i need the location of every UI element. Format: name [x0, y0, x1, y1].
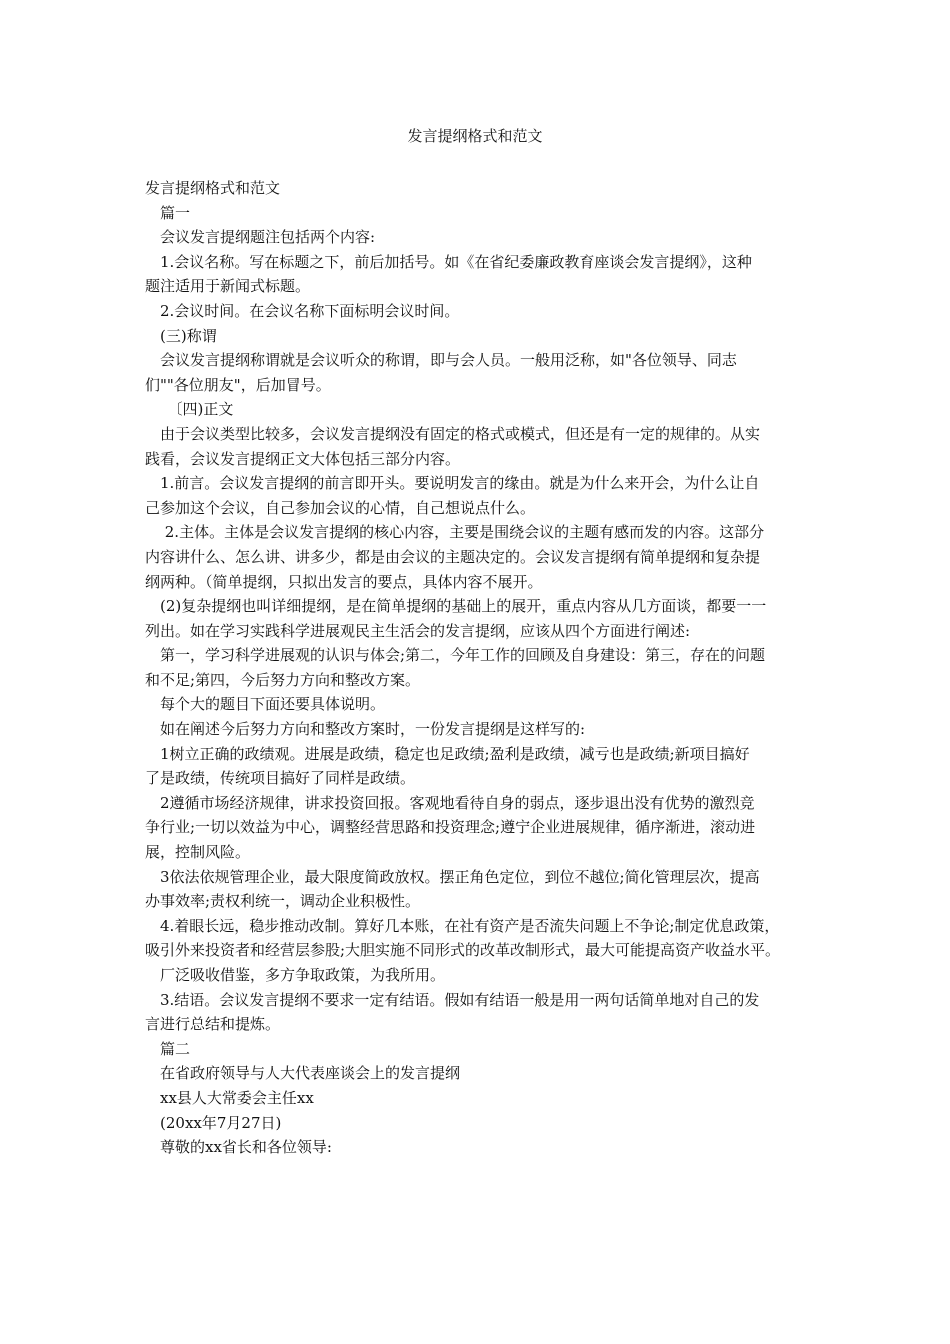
body-line: 厂泛吸收借鉴，多方争取政策，为我所用。	[145, 966, 446, 984]
body-line: 每个大的题目下面还要具体说明。	[145, 695, 386, 714]
body-line: 1树立正确的政绩观。进展是政绩，稳定也足政绩;盈利是政绩，减亏也是政绩;新项目搞好	[145, 744, 750, 763]
document-body	[145, 176, 825, 1160]
body-line: 己参加这个会议，自己参加会议的心情，自己想说点什么。	[145, 498, 536, 517]
body-line: 题注适用于新闻式标题。	[145, 277, 311, 296]
body-line: 3.结语。会议发言提纲不要求一定有结语。假如有结语一般是用一两句话简单地对自己的发	[145, 990, 760, 1009]
body-line: 尊敬的xx省长和各位领导:	[145, 1138, 332, 1157]
body-line: 〔四)正文	[145, 400, 234, 419]
body-line: 吸引外来投资者和经营层参股;大胆实施不同形式的改革改制形式，最大可能提高资产收益水平。	[145, 941, 781, 960]
body-line: 列出。如在学习实践科学进展观民主生活会的发言提纲，应该从四个方面进行阐述:	[145, 621, 691, 640]
body-line: 第一，学习科学进展观的认识与体会;第二，今年工作的回顾及自身建设：第三，存在的问题	[145, 646, 766, 665]
body-line: 2遵循市场经济规律，讲求投资回报。客观地看待自身的弱点，逐步退出没有优势的激烈竞	[145, 793, 755, 812]
body-line: 展，控制风险。	[145, 843, 251, 862]
body-line: 4.着眼长远，稳步推动改制。算好几本账，在社有资产是否流失问题上不争论;制定优息政策，	[145, 916, 780, 935]
body-line: 言进行总结和提炼。	[145, 1015, 281, 1034]
body-line: 争行业;一切以效益为中心，调整经营思路和投资理念;遵宁企业进展规律，循序渐进，滚动进	[145, 818, 756, 837]
body-line: 1.前言。会议发言提纲的前言即开头。要说明发言的缘由。就是为什么来开会，为什么让自	[145, 474, 760, 493]
body-line: 2.会议时间。在会议名称下面标明会议时间。	[145, 301, 460, 320]
body-line: 2.主体。主体是会议发言提纲的核心内容，主要是围绕会议的主题有感而发的内容。这部分	[145, 523, 765, 542]
body-line: (2)复杂提纲也叫详细提纲，是在简单提纲的基础上的展开，重点内容从几方面谈，都要一一	[145, 597, 767, 616]
body-line: 发言提纲格式和范文	[145, 179, 281, 197]
body-line: 3依法依规管理企业，最大限度简政放权。摆正角色定位，到位不越位;简化管理层次，提高	[145, 867, 760, 886]
body-line: xx县人大常委会主任xx	[145, 1088, 314, 1107]
body-line: 篇一	[145, 203, 191, 222]
body-line: 如在阐述今后努力方向和整改方案时，一份发言提纲是这样写的:	[145, 720, 586, 739]
body-line: 践看，会议发言提纲正文大体包括三部分内容。	[145, 449, 461, 468]
body-line: 在省政府领导与人大代表座谈会上的发言提纲	[145, 1064, 461, 1083]
body-line: 内容讲什么、怎么讲、讲多少，都是由会议的主题决定的。会议发言提纲有简单提纲和复杂提	[145, 547, 761, 566]
body-line: 和不足;第四，今后努力方向和整改方案。	[145, 670, 421, 689]
body-line: 由于会议类型比较多，会议发言提纲没有固定的格式或模式，但还是有一定的规律的。从实	[145, 424, 761, 443]
body-line: 1.会议名称。写在标题之下，前后加括号。如《在省纪委廉政教育座谈会发言提纲》，这种	[145, 252, 752, 271]
body-line: (三)称谓	[145, 326, 217, 345]
body-line: 办事效率;责权利统一，调动企业积极性。	[145, 892, 421, 911]
body-line: 了是政绩，传统项目搞好了同样是政绩。	[145, 769, 416, 788]
body-line: 会议发言提纲称谓就是会议听众的称谓，即与会人员。一般用泛称，如"各位领导、同志	[145, 351, 737, 370]
body-line: 会议发言提纲题注包括两个内容:	[145, 228, 376, 247]
document-title: 发言提纲格式和范文	[407, 127, 543, 145]
body-line: 们""各位朋友"，后加冒号。	[145, 375, 331, 394]
body-line: (20xx年7月27日)	[145, 1113, 282, 1132]
body-line: 纲两种。（简单提纲，只拟出发言的要点，具体内容不展开。	[145, 572, 543, 591]
body-line: 篇二	[145, 1039, 191, 1058]
